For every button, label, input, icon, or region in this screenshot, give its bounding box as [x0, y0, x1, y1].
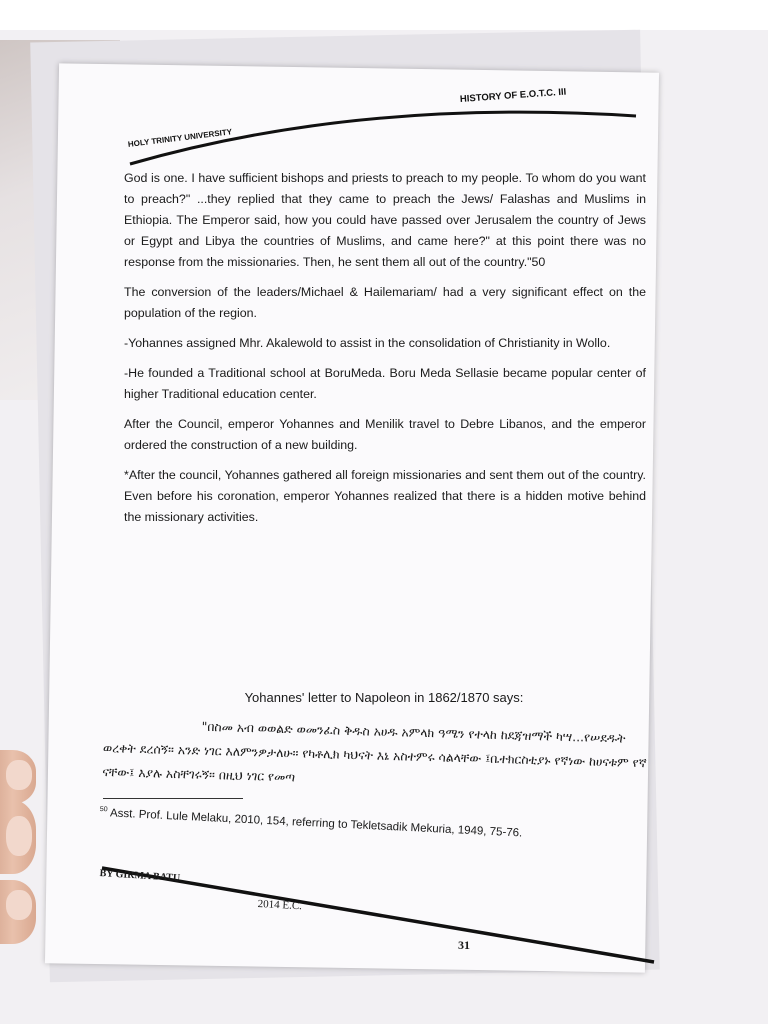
paragraph-borumeda: -He founded a Traditional school at BoruMeda. Boru Meda Sellasie became popular center of higher Traditional education center. — [124, 366, 646, 401]
paragraph-debre-libanos: After the Council, emperor Yohannes and Menilik travel to Debre Libanos, and the emperor ordered the construction of a new building. — [124, 417, 646, 452]
header-course-title: HISTORY OF E.O.T.C. III — [459, 86, 567, 105]
finger-middle — [0, 800, 36, 874]
footnote-text: Asst. Prof. Lule Melaku, 2010, 154, referring to Tekletsadik Mekuria, 1949, 75-76. — [109, 807, 523, 840]
paragraph-missionaries: *After the council, Yohannes gathered all foreign missionaries and sent them out of the country. Even before his coronation, emperor Yohannes realized that there is a hidden motive behind the missionary activities. — [124, 468, 646, 524]
body-text — [124, 168, 646, 537]
footer-curved-rule — [102, 868, 654, 962]
letter-amharic-text — [102, 712, 649, 799]
footer-author: BY GIRMA BATU — [99, 868, 181, 884]
letter-title: Yohannes' letter to Napoleon in 1862/1870 says: — [244, 690, 524, 705]
finger-lower — [0, 880, 36, 944]
paragraph-conversion: The conversion of the leaders/Michael & Hailemariam/ had a very significant effect on the population of the region. — [124, 285, 646, 320]
page-number: 31 — [458, 938, 470, 952]
amharic-paragraph: "በስመ አብ ወወልድ ወመንፈስ ቅዱስ አሀዱ አምላክ ዓሜን የተላከ ከደጃዝማች ካሣ...የሠደዱት ወረቀት ደረሰኝ፡፡ አንድ ነገር እለምንዎታለሁ፡፡ የካቶሊክ ካህናት እኔ አስተምሩ ሳልላቸው ፤ቤተክርስቲያኑ የኛነው ከሀናቱም የኛ ናቸው፤ እያሉ አስቸገሩኝ፡፡ በዚህ ነገር የመጣ — [102, 718, 647, 785]
fingernail — [6, 816, 32, 856]
paragraph-akalewold: -Yohannes assigned Mhr. Akalewold to assist in the consolidation of Christianity in Wollo. — [124, 336, 611, 350]
footnote-rule — [103, 798, 243, 799]
fingernail — [6, 760, 32, 790]
footer-year: 2014 E.C. — [257, 898, 303, 913]
finger-upper — [0, 750, 36, 804]
header-university: HOLY TRINITY UNIVERSITY — [127, 127, 233, 149]
paragraph-quote: God is one. I have sufficient bishops and priests to preach to my people. To whom do you want to preach?" ...they replied that they came to preach the Jews/ Falashas and Muslims in Ethiopia. The Emperor said, how you could have passed over Jerusalem the country of Jews or Egypt and Libya the countries of Muslims, and came here?" at this point there was no response from the missionaries. Then, he sent them all out of the country."50 — [124, 171, 646, 269]
fingernail — [6, 890, 32, 920]
footnote-marker: 50 — [99, 806, 108, 814]
